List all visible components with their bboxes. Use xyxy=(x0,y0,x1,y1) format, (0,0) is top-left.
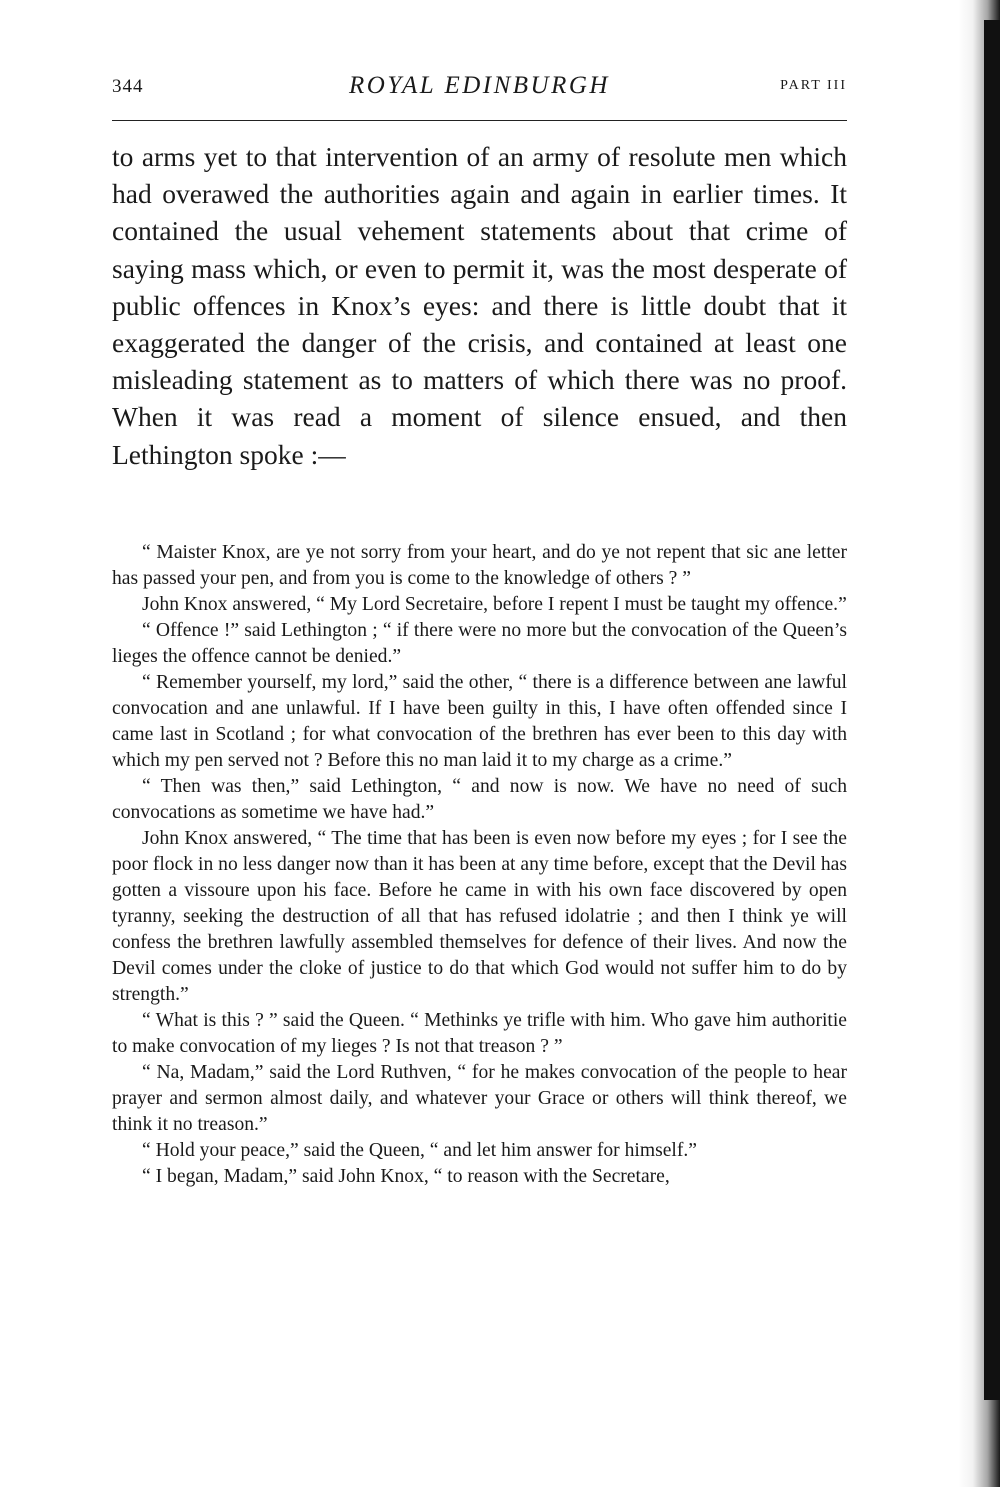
page-binding-edge xyxy=(984,20,1000,1400)
quote-paragraph: “ What is this ? ” said the Queen. “ Methinks ye trifle with him. Who gave him authoritie to make convocation of my lieges ? Is not that treason ? ” xyxy=(112,1010,847,1057)
running-header xyxy=(112,72,847,104)
quote-paragraph: John Knox answered, “ My Lord Secretaire, before I repent I must be taught my offence.” xyxy=(142,594,847,615)
quote-paragraph: “ I began, Madam,” said John Knox, “ to reason with the Secretare, xyxy=(142,1166,670,1187)
header-rule xyxy=(112,120,847,121)
quoted-dialogue xyxy=(112,540,847,1190)
part-label: PART III xyxy=(780,78,847,93)
quote-paragraph: John Knox answered, “ The time that has been is even now before my eyes ; for I see the poor flock in no less danger now than it has been at any time before, except that the Devil has gotten a vissoure upon his face. Before he came in with his own face discovered by open tyranny, seeking the destruction of all that has refused idolatrie ; and then I think ye will confess the brethren lawfully assembled themselves for defence of their lives. And now the Devil comes under the cloke of justice to do that which God would not suffer him to do by strength.” xyxy=(112,828,847,1005)
quote-paragraph: “ Hold your peace,” said the Queen, “ and let him answer for himself.” xyxy=(142,1140,697,1161)
quote-paragraph: “ Then was then,” said Lethington, “ and now is now. We have no need of such convocations as sometime we have had.” xyxy=(112,776,847,823)
page-number: 344 xyxy=(112,76,144,97)
quote-paragraph: “ Na, Madam,” said the Lord Ruthven, “ for he makes convocation of the people to hear prayer and sermon almost daily, and whatever your Grace or others will think thereof, we think it no treason.” xyxy=(112,1062,847,1135)
quote-paragraph: “ Offence !” said Lethington ; “ if there were no more but the convocation of the Queen’s lieges the offence cannot be denied.” xyxy=(112,620,847,667)
body-paragraph: to arms yet to that intervention of an army of resolute men which had overawed the authorities again and again in earlier times. It contained the usual vehement statements about that crime of saying mass which, or even to permit it, was the most desperate of public offences in Knox’s eyes: and there is little doubt that it exaggerated the danger of the crisis, and contained at least one misleading statement as to matters of which there was no proof. When it was read a moment of silence ensued, and then Lethington spoke :— xyxy=(112,141,847,470)
quote-paragraph: “ Remember yourself, my lord,” said the other, “ there is a difference between ane lawful convocation and ane unlawful. If I have been guilty in this, I have often offended since I came last in Scotland ; for what convocation of the brethren has ever been to this day with which my pen served not ? Before this no man laid it to my charge as a crime.” xyxy=(112,672,847,771)
running-title: ROYAL EDINBURGH xyxy=(349,72,610,99)
quote-paragraph: “ Maister Knox, are ye not sorry from your heart, and do ye not repent that sic ane letter has passed your pen, and from you is come to the knowledge of others ? ” xyxy=(112,542,847,589)
